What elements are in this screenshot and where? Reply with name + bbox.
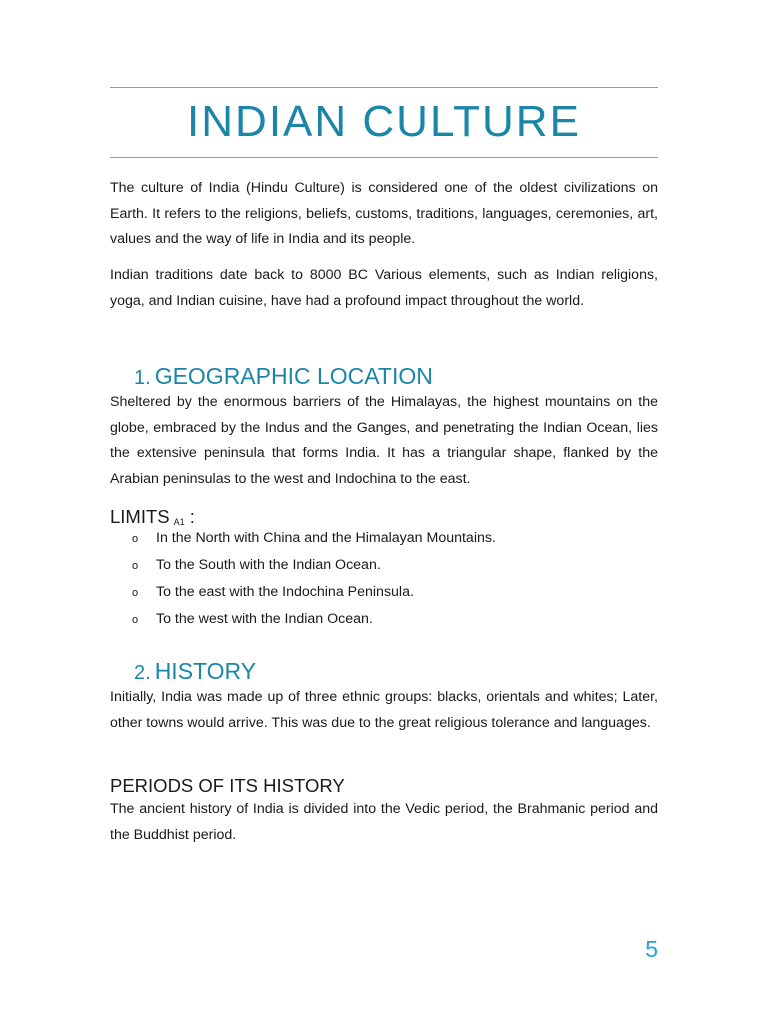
list-item-text: To the west with the Indian Ocean.: [156, 611, 373, 627]
section-number: 2.: [134, 662, 151, 684]
history-paragraph: Initially, India was made up of three ethnic groups: blacks, orientals and whites; Later, other towns would arrive. This was due to the great religious tolerance and languages.: [110, 689, 658, 731]
list-item-text: In the North with China and the Himalayan Mountains.: [156, 530, 496, 546]
section-heading-text: HISTORY: [154, 658, 257, 684]
list-item-text: To the South with the Indian Ocean.: [156, 557, 381, 573]
list-item: [110, 607, 658, 634]
page-title: INDIAN CULTURE: [187, 97, 581, 146]
bullet-icon: o: [132, 533, 139, 545]
list-item: [110, 580, 658, 607]
page-number: 5: [645, 936, 658, 962]
title-rule-bottom: [110, 157, 658, 158]
bullet-icon: o: [132, 614, 139, 626]
limits-colon: :: [189, 506, 195, 527]
section-heading-history: [134, 656, 256, 688]
list-item: [110, 553, 658, 580]
bullet-icon: o: [132, 587, 139, 599]
periods-heading: PERIODS OF ITS HISTORY: [110, 775, 345, 796]
list-item-text: To the east with the Indochina Peninsula.: [156, 584, 414, 600]
intro-paragraph-1: The culture of India (Hindu Culture) is considered one of the oldest civilizations on Earth. It refers to the religions, beliefs, customs, traditions, languages, ceremonies, art, values and the way of life in India and its people.: [110, 180, 658, 247]
limits-list: [110, 526, 658, 634]
geographic-location-paragraph: Sheltered by the enormous barriers of the Himalayas, the highest mountains on the globe, embraced by the Indus and the Ganges, and penetrating the Indian Ocean, lies the extensive peninsula that forms India. It has a triangular shape, flanked by the Arabian peninsulas to the west and Indochina to the east.: [110, 394, 658, 487]
bullet-icon: o: [132, 560, 139, 572]
title-rule-top: [110, 87, 658, 88]
list-item: [110, 526, 658, 553]
limits-marker: A1: [173, 517, 185, 527]
periods-paragraph: The ancient history of India is divided into the Vedic period, the Brahmanic period and the Buddhist period.: [110, 801, 658, 843]
section-heading-geographic-location: [134, 361, 433, 393]
section-number: 1.: [134, 367, 151, 389]
section-heading-text: GEOGRAPHIC LOCATION: [154, 363, 433, 389]
intro-paragraph-2: Indian traditions date back to 8000 BC Various elements, such as Indian religions, yoga, and Indian cuisine, have had a profound impact throughout the world.: [110, 267, 658, 309]
limits-heading-text: LIMITS: [110, 506, 170, 527]
